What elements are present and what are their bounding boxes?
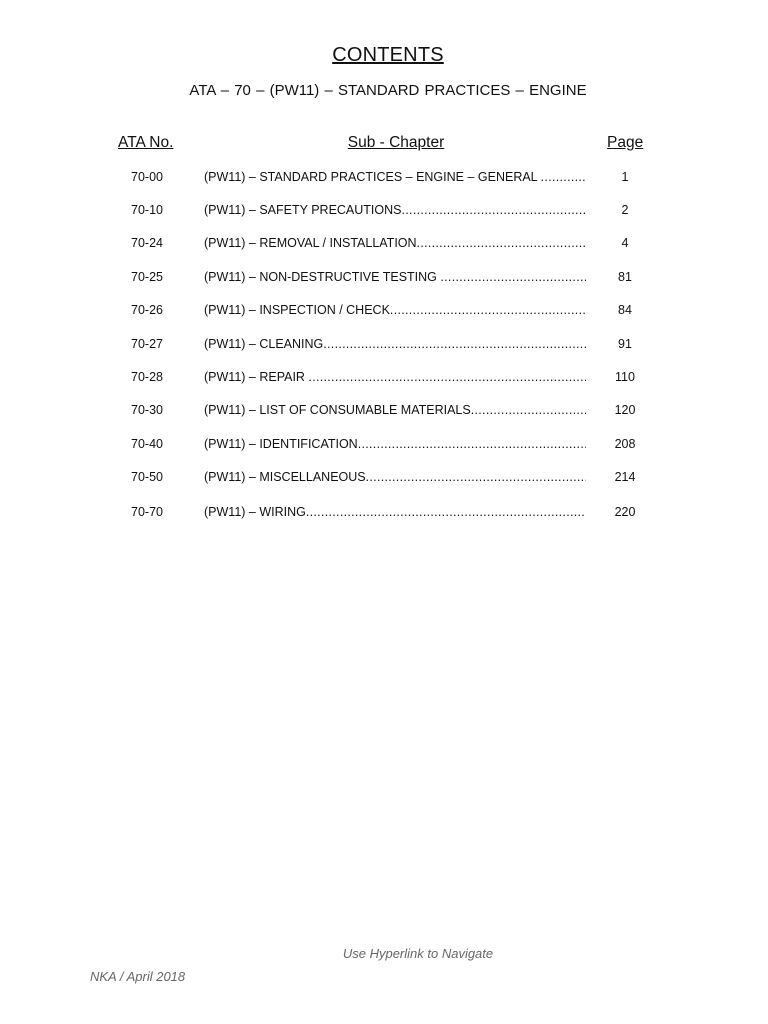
- page-number: 1: [621, 170, 629, 184]
- navigation-note: Use Hyperlink to Navigate: [342, 946, 494, 961]
- column-header-sub-chapter: Sub - Chapter: [347, 134, 445, 151]
- sub-chapter-link[interactable]: (PW11) – STANDARD PRACTICES – ENGINE – GENERAL .....: [204, 170, 586, 184]
- ata-number: 70-50: [131, 470, 163, 484]
- ata-number: 70-00: [131, 170, 163, 184]
- page-number: 91: [618, 337, 632, 351]
- table-row[interactable]: [0, 337, 768, 357]
- table-row[interactable]: [0, 505, 768, 525]
- ata-number: 70-40: [131, 437, 163, 451]
- ata-number: 70-10: [131, 203, 163, 217]
- ata-number: 70-27: [131, 337, 163, 351]
- sub-chapter-link[interactable]: (PW11) – NON-DESTRUCTIVE TESTING .....: [204, 270, 586, 284]
- page-number: 81: [618, 270, 632, 284]
- table-row[interactable]: [0, 303, 768, 323]
- sub-chapter-link[interactable]: (PW11) – IDENTIFICATION .....: [204, 437, 586, 451]
- sub-chapter-link[interactable]: (PW11) – INSPECTION / CHECK .....: [204, 303, 586, 317]
- page-number: 84: [618, 303, 632, 317]
- table-row[interactable]: [0, 170, 768, 190]
- page-number: 214: [614, 470, 636, 484]
- footer-author-date: NKA / April 2018: [90, 969, 186, 984]
- page-title: CONTENTS: [332, 44, 444, 66]
- table-row[interactable]: [0, 203, 768, 223]
- page-number: 110: [615, 370, 635, 384]
- table-row[interactable]: [0, 403, 768, 423]
- page-number: 220: [614, 505, 636, 519]
- page-number: 4: [621, 236, 629, 250]
- ata-number: 70-70: [131, 505, 163, 519]
- column-header-page: Page: [607, 134, 644, 151]
- sub-chapter-link[interactable]: (PW11) – REPAIR .....: [204, 370, 586, 384]
- ata-number: 70-26: [131, 303, 163, 317]
- ata-number: 70-25: [131, 270, 163, 284]
- table-row[interactable]: [0, 370, 768, 390]
- ata-number: 70-24: [131, 236, 163, 250]
- sub-chapter-link[interactable]: (PW11) – REMOVAL / INSTALLATION .....: [204, 236, 586, 250]
- sub-chapter-link[interactable]: (PW11) – LIST OF CONSUMABLE MATERIALS .....: [204, 403, 586, 417]
- ata-number: 70-30: [131, 403, 163, 417]
- table-row[interactable]: [0, 470, 768, 490]
- sub-chapter-link[interactable]: (PW11) – MISCELLANEOUS .....: [204, 470, 586, 484]
- table-row[interactable]: [0, 270, 768, 290]
- sub-chapter-link[interactable]: (PW11) – SAFETY PRECAUTIONS .....: [204, 203, 586, 217]
- ata-number: 70-28: [131, 370, 163, 384]
- page-number: 2: [621, 203, 629, 217]
- page-number: 120: [614, 403, 636, 417]
- sub-chapter-link[interactable]: (PW11) – CLEANING .....: [204, 337, 586, 351]
- page-subtitle: ATA – 70 – (PW11) – STANDARD PRACTICES – ENGINE: [189, 82, 587, 99]
- table-row[interactable]: [0, 437, 768, 457]
- table-row[interactable]: [0, 236, 768, 256]
- page-number: 208: [614, 437, 636, 451]
- sub-chapter-link[interactable]: (PW11) – WIRING .....: [204, 505, 586, 519]
- column-header-ata: ATA No.: [118, 134, 174, 151]
